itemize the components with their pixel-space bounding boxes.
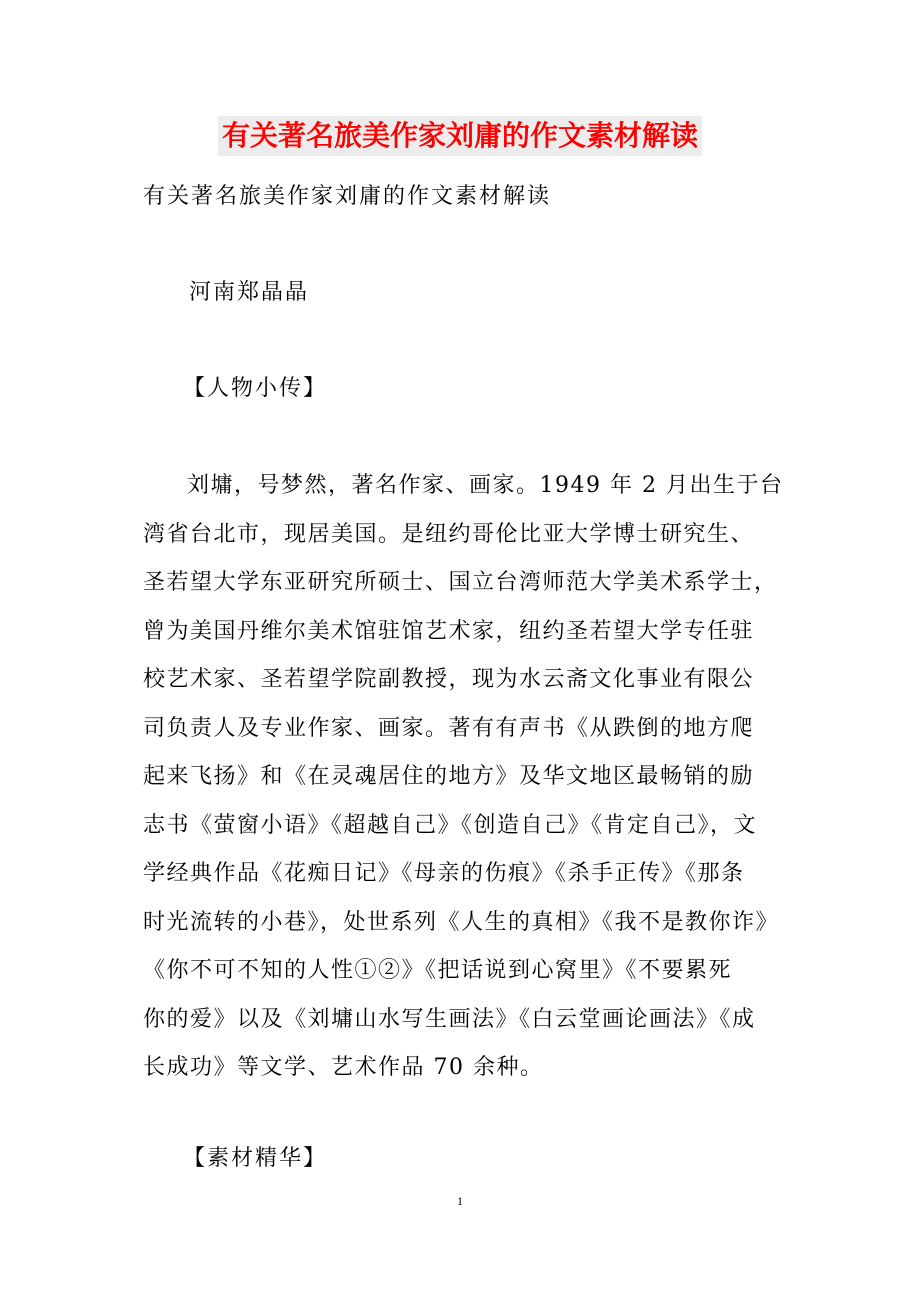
paragraph-line: 刘墉，号梦然，著名作家、画家。1949 年 2 月出生于台 (187, 473, 784, 498)
paragraph-line: 《你不可不知的人性①②》《把话说到心窝里》《不要累死 (143, 958, 733, 983)
paragraph-line: 湾省台北市，现居美国。是纽约哥伦比亚大学博士研究生、 (143, 521, 755, 547)
paragraph-line: 圣若望大学东亚研究所硕士、国立台湾师范大学美术系学士， (143, 570, 778, 595)
paragraph-line: 曾为美国丹维尔美术馆驻馆艺术家，纽约圣若望大学专任驻 (143, 618, 755, 644)
paragraph-line: 你的爱》以及《刘墉山水写生画法》《白云堂画论画法》《成 (143, 1006, 756, 1032)
paragraph-line: 长成功》等文学、艺术作品 70 余种。 (143, 1055, 544, 1080)
paragraph-line: 时光流转的小巷》，处世系列《人生的真相》《我不是教你诈》 (143, 909, 780, 935)
biography-paragraph (143, 466, 783, 1097)
section-heading-highlights: 【素材精华】 (183, 1146, 328, 1171)
page-number: 1 (457, 1194, 463, 1208)
document-title: 有关著名旅美作家刘庸的作文素材解读 (218, 116, 702, 156)
paragraph-line: 司负责人及专业作家、画家。著有有声书《从跌倒的地方爬 (143, 715, 755, 741)
author-line: 河南郑晶晶 (189, 280, 310, 305)
section-heading-biography: 【人物小传】 (183, 376, 328, 401)
paragraph-line: 学经典作品《花痴日记》《母亲的伤痕》《杀手正传》《那条 (143, 861, 745, 886)
paragraph-line: 起来飞扬》和《在灵魂居住的地方》及华文地区最畅销的励 (143, 764, 755, 789)
document-title-block (0, 116, 920, 160)
paragraph-line: 志书《萤窗小语》《超越自己》《创造自己》《肯定自己》，文 (143, 812, 758, 838)
paragraph-line: 校艺术家、圣若望学院副教授，现为水云斋文化事业有限公 (143, 667, 755, 692)
subtitle: 有关著名旅美作家刘庸的作文素材解读 (143, 184, 552, 209)
